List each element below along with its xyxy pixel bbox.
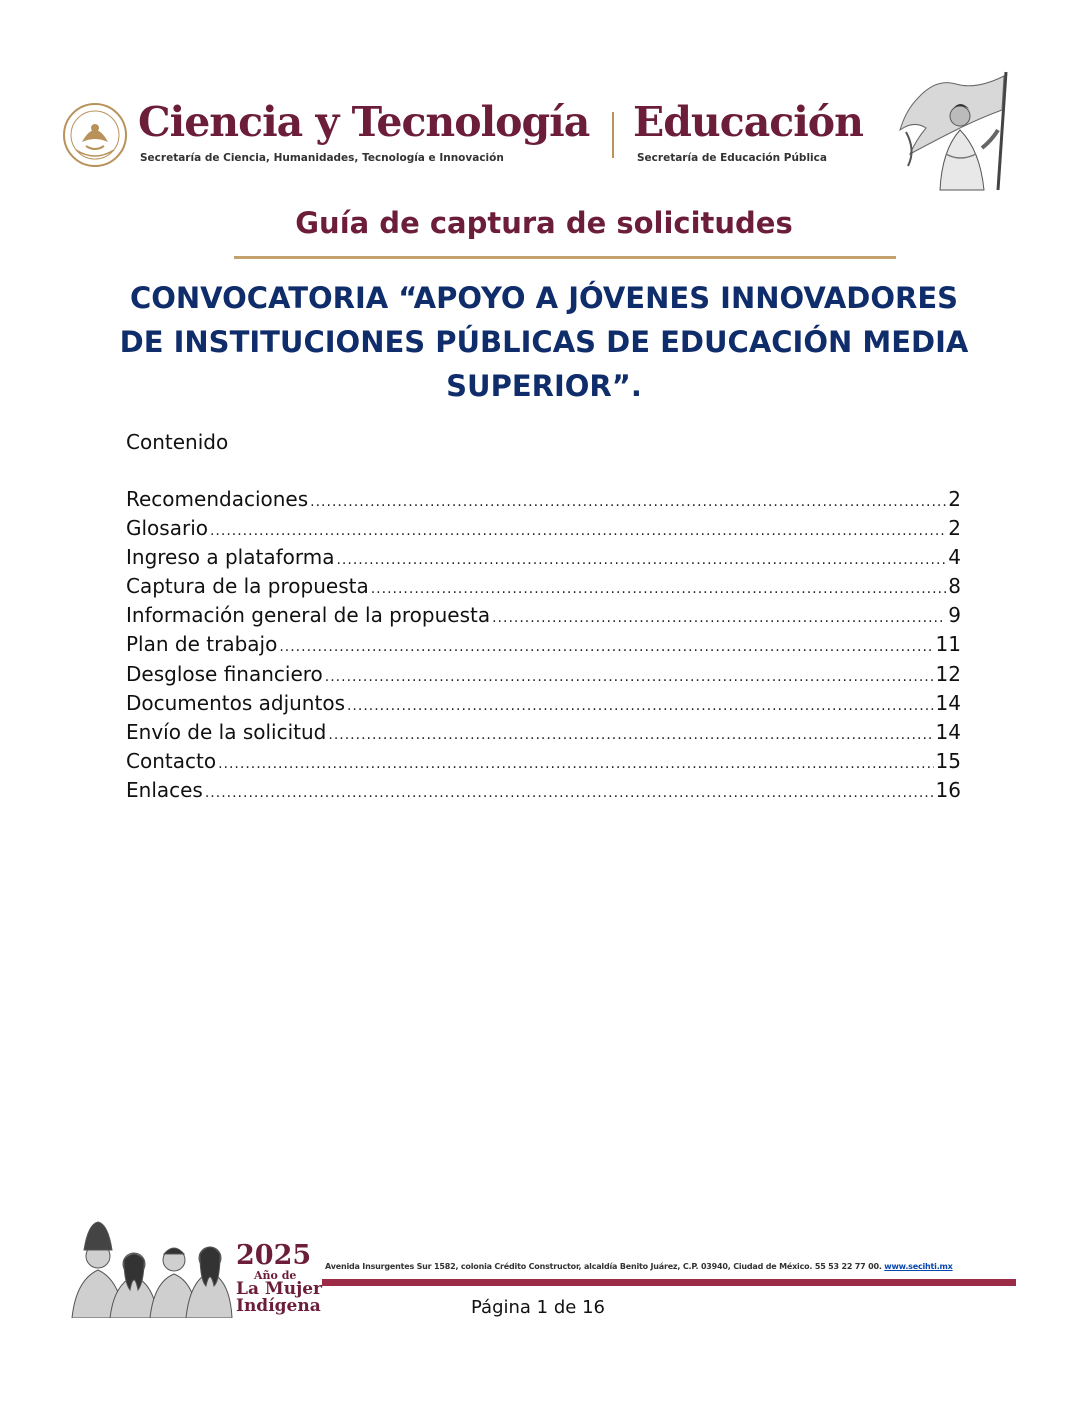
- toc-item-label: Enlaces: [126, 777, 203, 802]
- toc-item-label: Plan de trabajo: [126, 632, 278, 657]
- toc-item-page: 12: [935, 661, 961, 686]
- toc-item-label: Recomendaciones: [126, 487, 309, 511]
- toc-item-page: 14: [935, 690, 961, 715]
- toc-item-captura[interactable]: [126, 574, 961, 603]
- toc-item-page: 15: [935, 748, 961, 773]
- page-header: [62, 70, 1022, 195]
- footer-address: [325, 1262, 953, 1271]
- toc-item-envio[interactable]: [126, 720, 961, 749]
- convocatoria-title: CONVOCATORIA “APOYO A JÓVENES INNOVADORES DE INSTITUCIONES PÚBLICAS DE EDUCACIÓN MEDIA SUPERIOR”.: [119, 281, 969, 403]
- toc-leader-dots: [210, 523, 946, 539]
- guide-title: Guía de captura de solicitudes: [295, 206, 793, 240]
- year-caption-line1: Año de: [254, 1269, 297, 1282]
- toc-item-ingreso[interactable]: [126, 545, 961, 574]
- toc-item-page: 11: [935, 632, 961, 657]
- toc-item-label: Ingreso a plataforma: [126, 545, 335, 570]
- toc-item-glosario[interactable]: [126, 516, 961, 545]
- brand-subtitle: Secretaría de Ciencia, Humanidades, Tecnología e Innovación: [140, 152, 504, 164]
- toc-item-label: Información general de la propuesta: [126, 603, 491, 628]
- mexico-seal-icon: [62, 102, 128, 168]
- brand-education-subtitle: Secretaría de Educación Pública: [637, 152, 827, 164]
- year-caption-line3: Indígena: [236, 1296, 321, 1316]
- toc-item-page: 2: [948, 487, 961, 511]
- toc-leader-dots: [347, 698, 934, 714]
- page-number: Página 1 de 16: [471, 1297, 605, 1318]
- year-number: 2025: [236, 1240, 312, 1271]
- toc-item-page: 16: [935, 777, 961, 802]
- brand-education-title: Educación: [633, 98, 863, 146]
- woman-with-flag-illustration: [896, 70, 1016, 192]
- table-of-contents: [126, 487, 961, 807]
- toc-item-enlaces[interactable]: [126, 778, 961, 807]
- brand-divider: [612, 112, 614, 158]
- footer-rule: [322, 1279, 1016, 1286]
- toc-item-desglose[interactable]: [126, 662, 961, 691]
- toc-leader-dots: [310, 494, 946, 510]
- toc-item-label: Contacto: [126, 748, 217, 773]
- toc-leader-dots: [371, 581, 947, 597]
- toc-item-page: 14: [935, 719, 961, 744]
- website-link[interactable]: www.secihti.mx: [884, 1262, 953, 1271]
- toc-item-recomendaciones[interactable]: [126, 487, 961, 516]
- toc-item-informacion-general[interactable]: [126, 603, 961, 632]
- toc-item-documentos[interactable]: [126, 691, 961, 720]
- toc-item-contacto[interactable]: [126, 749, 961, 778]
- toc-item-page: 4: [948, 545, 961, 570]
- title-underline: [234, 256, 896, 259]
- toc-item-plan-trabajo[interactable]: [126, 632, 961, 661]
- toc-leader-dots: [492, 610, 946, 626]
- year-caption-line2: La Mujer: [236, 1279, 322, 1299]
- toc-leader-dots: [325, 669, 934, 685]
- toc-item-page: 9: [948, 603, 961, 628]
- toc-item-page: 8: [948, 574, 961, 599]
- toc-leader-dots: [328, 727, 933, 743]
- toc-item-label: Documentos adjuntos: [126, 690, 345, 715]
- toc-item-label: Glosario: [126, 516, 208, 541]
- toc-leader-dots: [279, 639, 933, 655]
- toc-heading: Contenido: [126, 430, 229, 454]
- toc-item-label: Captura de la propuesta: [126, 574, 369, 599]
- toc-leader-dots: [205, 785, 934, 801]
- toc-item-label: Desglose financiero: [126, 661, 323, 686]
- toc-item-label: Envío de la solicitud: [126, 719, 327, 744]
- toc-leader-dots: [336, 552, 946, 568]
- toc-leader-dots: [218, 756, 933, 772]
- brand-main-title: Ciencia y Tecnología: [138, 98, 590, 146]
- toc-item-page: 2: [948, 516, 961, 541]
- address-text: Avenida Insurgentes Sur 1582, colonia Crédito Constructor, alcaldía Benito Juárez, C.P. 03940, Ciudad de México. 55 53 22 77 00.: [325, 1262, 885, 1271]
